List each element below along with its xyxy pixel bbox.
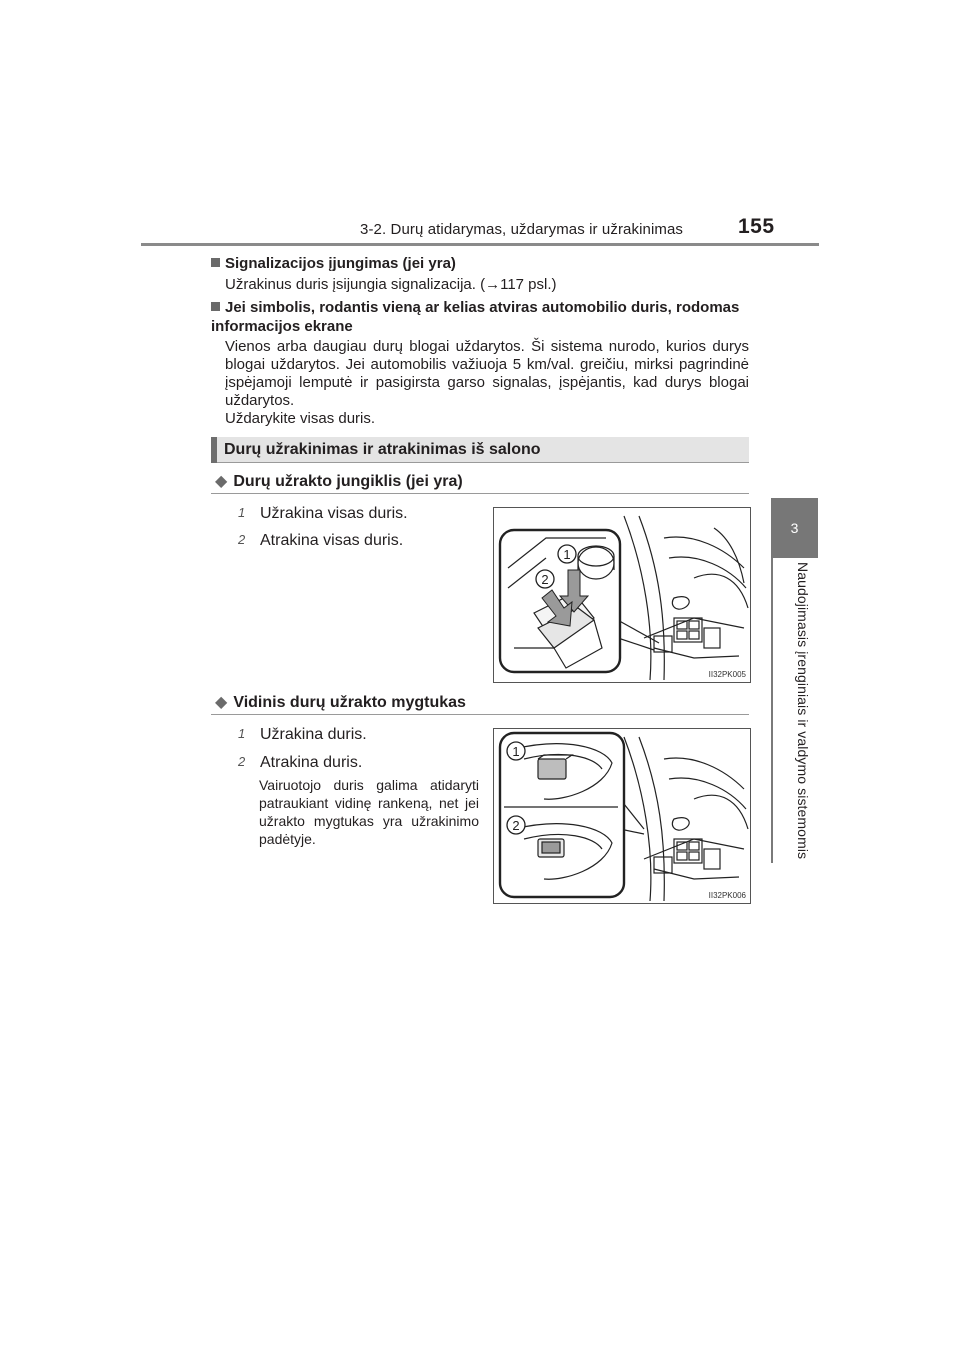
subsection-title-switch: ◆ Durų užrakto jungiklis (jei yra) (215, 473, 463, 490)
item-lock-all: Užrakina visas duris. (260, 505, 408, 522)
chapter-number: 3 (790, 520, 799, 536)
item-unlock-all: Atrakina visas duris. (260, 532, 404, 549)
item-number: 2 (238, 754, 246, 769)
diamond-bullet-icon: ◆ (215, 473, 228, 490)
note-driver-door: Vairuotojo duris galima atidaryti patraukiant vidinę rankeną, net jei užrakto mygtukas yra užrakinimo padėtyje. (259, 777, 479, 847)
callout-1: 1 (563, 547, 571, 562)
running-header: 3-2. Durų atidarymas, uždarymas ir užrakinimas (360, 221, 684, 238)
figure-door-lock-switch (493, 507, 751, 683)
page-number: 155 (738, 215, 775, 238)
square-bullet-icon (211, 302, 220, 311)
section-band-bar (211, 437, 217, 463)
header-rule (141, 243, 819, 246)
subheading-alarm: Signalizacijos įjungimas (jei yra) (211, 255, 456, 272)
subsection-rule (211, 493, 749, 494)
illustration-door-lock-switch (494, 508, 750, 682)
subsection-title-button: ◆ Vidinis durų užrakto mygtukas (215, 694, 466, 711)
diamond-bullet-icon: ◆ (215, 694, 228, 711)
item-number: 1 (238, 726, 246, 741)
chapter-tab (771, 498, 818, 558)
paragraph-alarm: Užrakinus duris įsijungia signalizacija. (→117 psl.) (225, 276, 557, 293)
figure-code: II32PK006 (708, 891, 746, 900)
section-band-title: Durų užrakinimas ir atrakinimas iš salono (224, 441, 541, 458)
paragraph-close-doors: Uždarykite visas duris. (225, 410, 376, 427)
callout-2: 2 (541, 572, 549, 587)
chapter-tab-line (771, 558, 773, 863)
item-number: 2 (238, 532, 246, 547)
callout-2: 2 (512, 818, 520, 833)
chapter-title: Naudojimasis įrenginiais ir valdymo sistemomis (795, 562, 811, 860)
item-lock: Užrakina duris. (260, 726, 367, 743)
item-number: 1 (238, 505, 246, 520)
paragraph-door-symbol: Vienos arba daugiau durų blogai uždarytos. Ši sistema nurodo, kurios durys blogai uždarytos. Jei automobilis važiuoja 5 km/val. greičiu, mirksi pagrindinė įspėjamoji lemputė ir pasigirsta garso signalas, įspėjantis, kad durys blogai uždarytos. (225, 338, 749, 409)
callout-1: 1 (512, 744, 520, 759)
item-unlock: Atrakina duris. (260, 754, 363, 771)
figure-lock-button (493, 728, 751, 904)
illustration-lock-button (494, 729, 750, 903)
figure-code: II32PK005 (708, 670, 746, 679)
subsection-rule (211, 714, 749, 715)
subheading-door-symbol: Jei simbolis, rodantis vieną ar kelias atviras automobilio duris, rodomas informacijos ekrane (211, 299, 740, 335)
square-bullet-icon (211, 258, 220, 267)
